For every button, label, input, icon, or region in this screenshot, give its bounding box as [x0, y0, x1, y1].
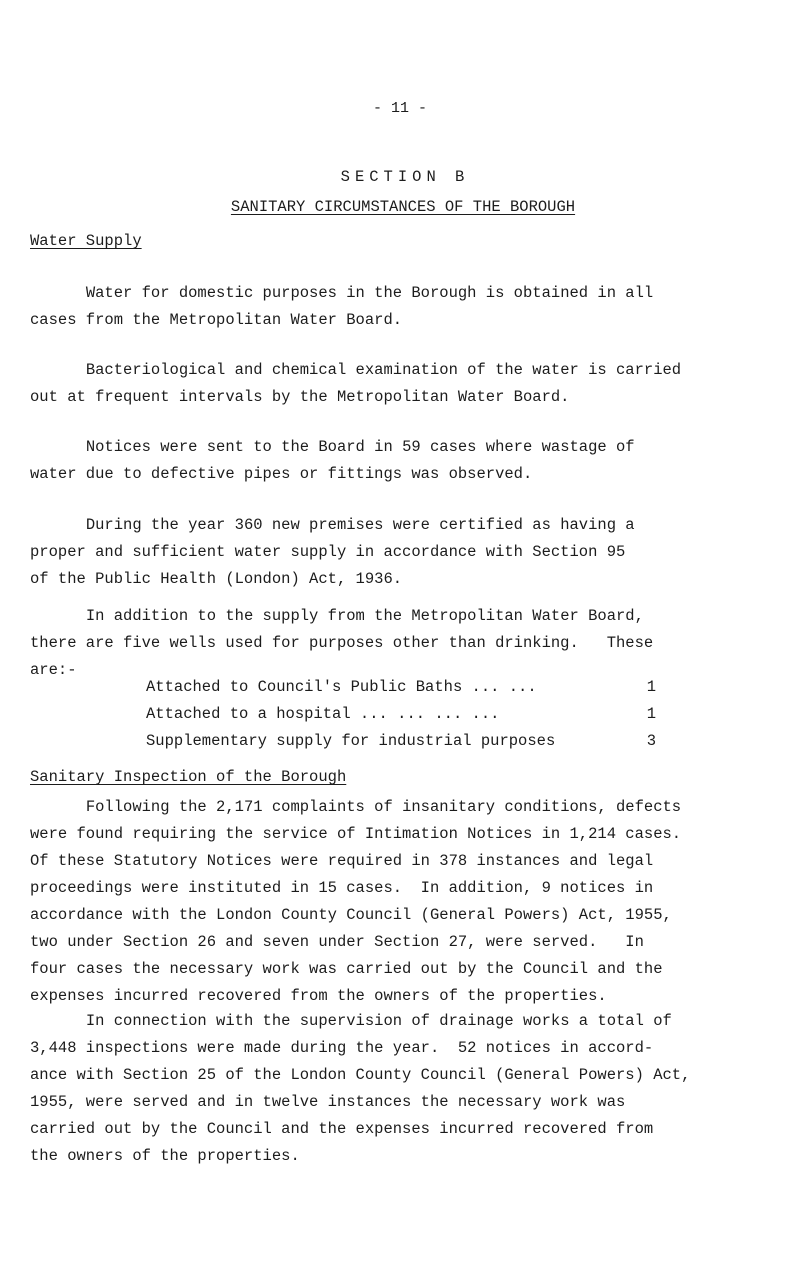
list-item: [146, 674, 656, 701]
section-subtitle: [0, 198, 800, 216]
sanitary-inspection-paragraph-2: In connection with the supervision of drainage works a total of 3,448 inspections were made during the year. 52 notices in accord- ance with Section 25 of the London County Council (General Powers) Act, 1955, were served and in twelve instances the necessary work was carried out by the Council and the expenses incurred recovered from the owners of the properties.: [30, 1012, 691, 1165]
water-supply-paragraph-4: During the year 360 new premises were certified as having a proper and sufficient water supply in accordance with Section 95 of the Public Health (London) Act, 1936.: [30, 516, 635, 588]
well-count: 1: [646, 705, 656, 723]
section-subtitle-text: SANITARY CIRCUMSTANCES OF THE BOROUGH: [230, 198, 576, 216]
water-supply-paragraph-3: Notices were sent to the Board in 59 cases where wastage of water due to defective pipes or fittings was observed.: [30, 438, 635, 483]
list-item: [146, 701, 656, 728]
section-title: SECTION B: [340, 168, 470, 186]
well-label: Supplementary supply for industrial purposes: [146, 732, 556, 750]
water-supply-paragraph-5: In addition to the supply from the Metropolitan Water Board, there are five wells used for purposes other than drinking. These are:-: [30, 607, 654, 679]
well-count: 1: [646, 678, 656, 696]
sanitary-inspection-paragraph-1: Following the 2,171 complaints of insanitary conditions, defects were found requiring the service of Intimation Notices in 1,214 cases. Of these Statutory Notices were required in 378 instances and legal proceedings were instituted in 15 cases. In addition, 9 notices in accordance with the London County Council (General Powers) Act, 1955, two under Section 26 and seven under Section 27, were served. In four cases the necessary work was carried out by the Council and the expenses incurred recovered from the owners of the properties.: [30, 798, 682, 1005]
wells-list: [146, 674, 656, 755]
water-supply-paragraph-1: Water for domestic purposes in the Borough is obtained in all cases from the Metropolitan Water Board.: [30, 284, 654, 329]
well-label: Attached to Council's Public Baths ... ...: [146, 678, 537, 696]
well-label: Attached to a hospital ... ... ... ...: [146, 705, 500, 723]
list-item: [146, 728, 656, 755]
water-supply-heading: Water Supply: [30, 232, 142, 250]
water-supply-paragraph-2: Bacteriological and chemical examination of the water is carried out at frequent intervals by the Metropolitan Water Board.: [30, 361, 682, 406]
well-count: 3: [646, 732, 656, 750]
page-number: - 11 -: [372, 100, 427, 117]
sanitary-inspection-heading: Sanitary Inspection of the Borough: [30, 768, 347, 786]
